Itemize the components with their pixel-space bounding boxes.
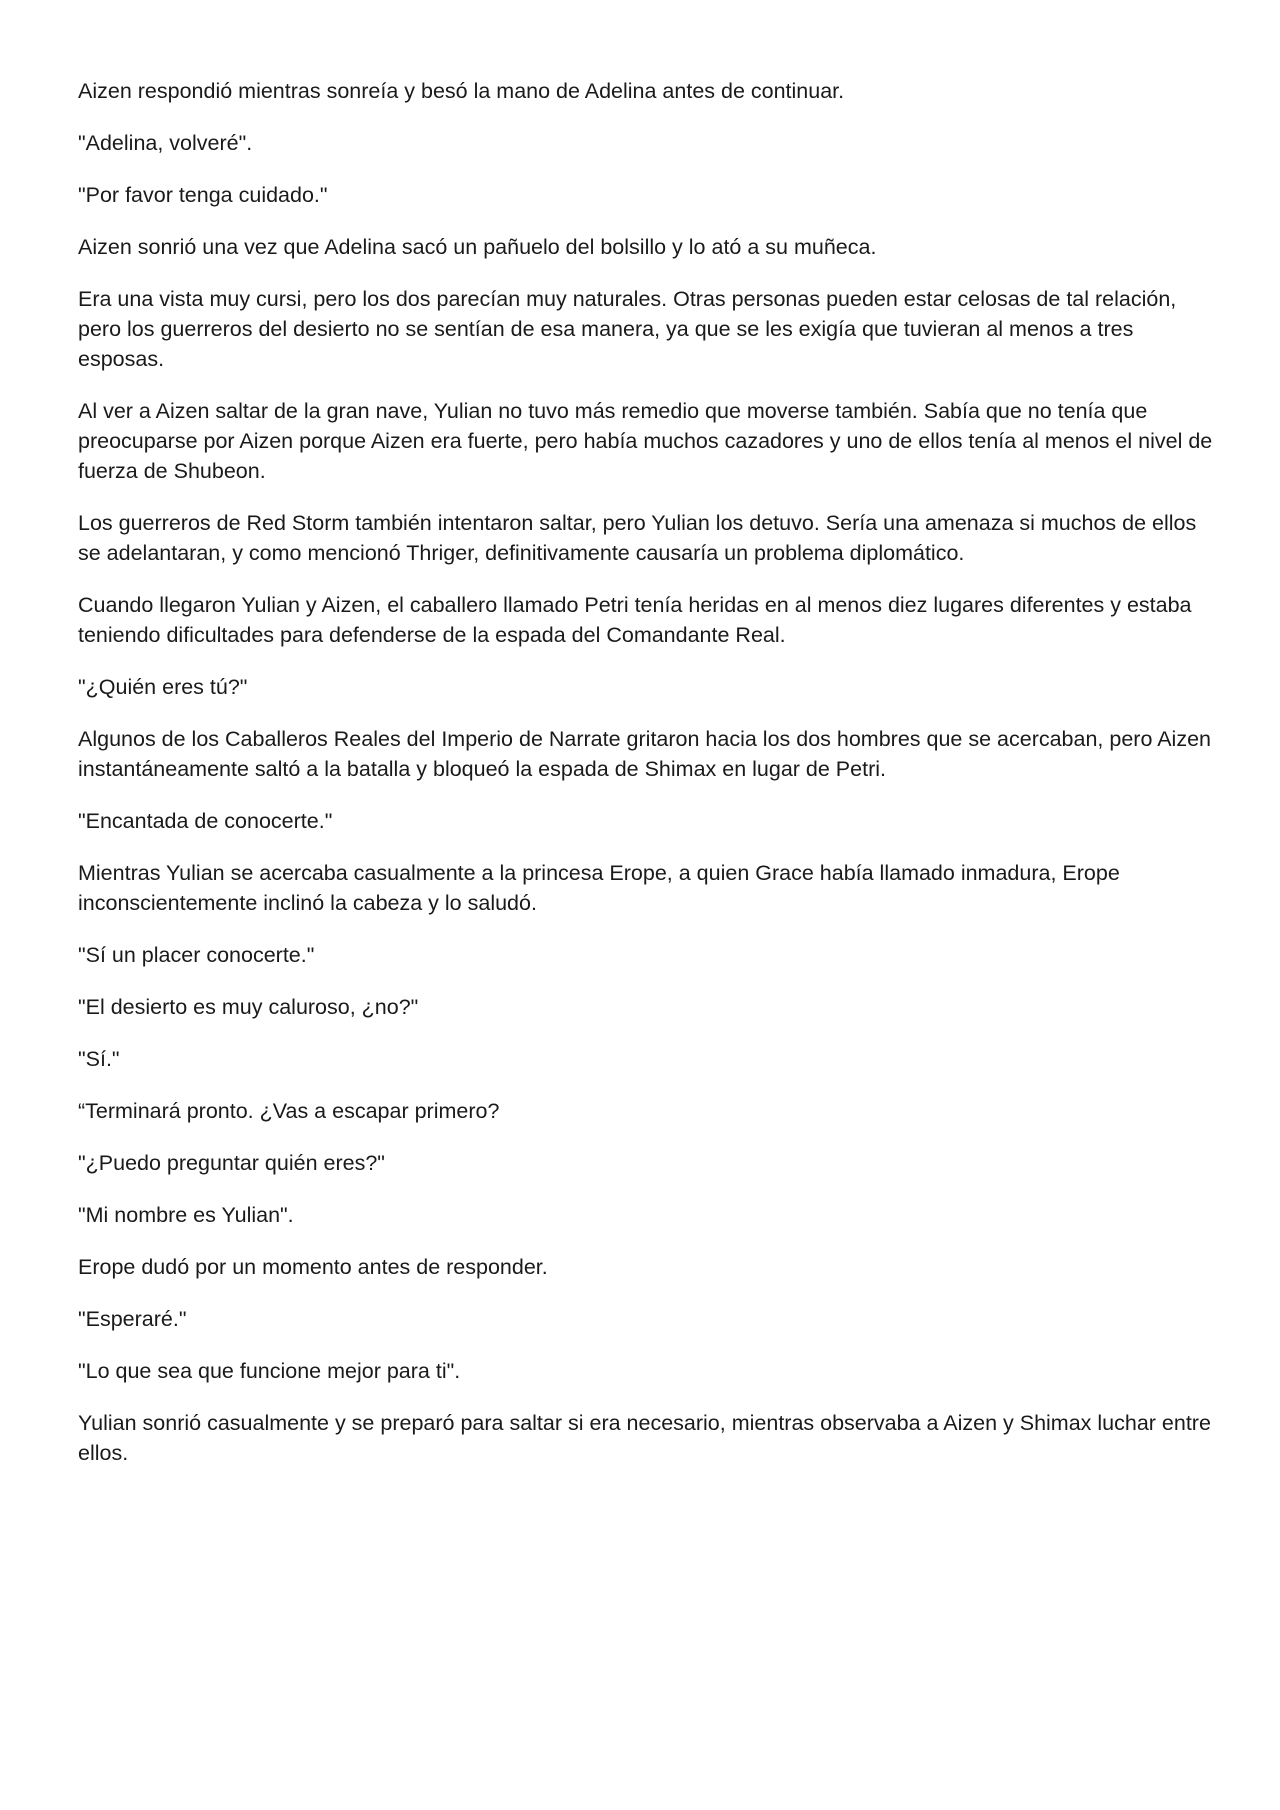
paragraph: "El desierto es muy caluroso, ¿no?" bbox=[78, 995, 419, 1019]
paragraph: "Esperaré." bbox=[78, 1307, 187, 1331]
paragraph: Cuando llegaron Yulian y Aizen, el caballero llamado Petri tenía heridas en al menos diez lugares diferentes y estaba teniendo dificultades para defenderse de la espada del Comandante Real. bbox=[78, 593, 1192, 647]
paragraph: Mientras Yulian se acercaba casualmente a la princesa Erope, a quien Grace había llamado inmadura, Erope inconscientemente inclinó la cabeza y lo saludó. bbox=[78, 861, 1120, 915]
paragraph: "Lo que sea que funcione mejor para ti". bbox=[78, 1359, 461, 1383]
paragraph: "¿Quién eres tú?" bbox=[78, 675, 248, 699]
paragraph: Erope dudó por un momento antes de responder. bbox=[78, 1255, 548, 1279]
paragraph: "Sí un placer conocerte." bbox=[78, 943, 315, 967]
paragraph: "Sí." bbox=[78, 1047, 120, 1071]
paragraph: Yulian sonrió casualmente y se preparó para saltar si era necesario, mientras observaba a Aizen y Shimax luchar entre ellos. bbox=[78, 1411, 1211, 1465]
paragraph: Aizen sonrió una vez que Adelina sacó un pañuelo del bolsillo y lo ató a su muñeca. bbox=[78, 235, 877, 259]
paragraph: "¿Puedo preguntar quién eres?" bbox=[78, 1151, 385, 1175]
paragraph: "Mi nombre es Yulian". bbox=[78, 1203, 294, 1227]
paragraph: Los guerreros de Red Storm también intentaron saltar, pero Yulian los detuvo. Sería una amenaza si muchos de ellos se adelantaran, y como mencionó Thriger, definitivamente causaría un problema diplomático. bbox=[78, 511, 1197, 565]
paragraph: “Terminará pronto. ¿Vas a escapar primero? bbox=[78, 1099, 500, 1123]
paragraph: "Adelina, volveré". bbox=[78, 131, 253, 155]
paragraph: Al ver a Aizen saltar de la gran nave, Yulian no tuvo más remedio que moverse también. Sabía que no tenía que preocuparse por Aizen porque Aizen era fuerte, pero había muchos cazadores y uno de ellos tenía al menos el nivel de fuerza de Shubeon. bbox=[78, 399, 1213, 483]
paragraph: Aizen respondió mientras sonreía y besó la mano de Adelina antes de continuar. bbox=[78, 79, 845, 103]
paragraph: "Encantada de conocerte." bbox=[78, 809, 333, 833]
paragraph: Algunos de los Caballeros Reales del Imperio de Narrate gritaron hacia los dos hombres que se acercaban, pero Aizen instantáneamente saltó a la batalla y bloqueó la espada de Shimax en lugar de Petri. bbox=[78, 727, 1211, 781]
document-body bbox=[78, 76, 1218, 1490]
paragraph: Era una vista muy cursi, pero los dos parecían muy naturales. Otras personas pueden estar celosas de tal relación, pero los guerreros del desierto no se sentían de esa manera, ya que se les exigía que tuvieran al menos a tres esposas. bbox=[78, 287, 1177, 371]
paragraph: "Por favor tenga cuidado." bbox=[78, 183, 328, 207]
